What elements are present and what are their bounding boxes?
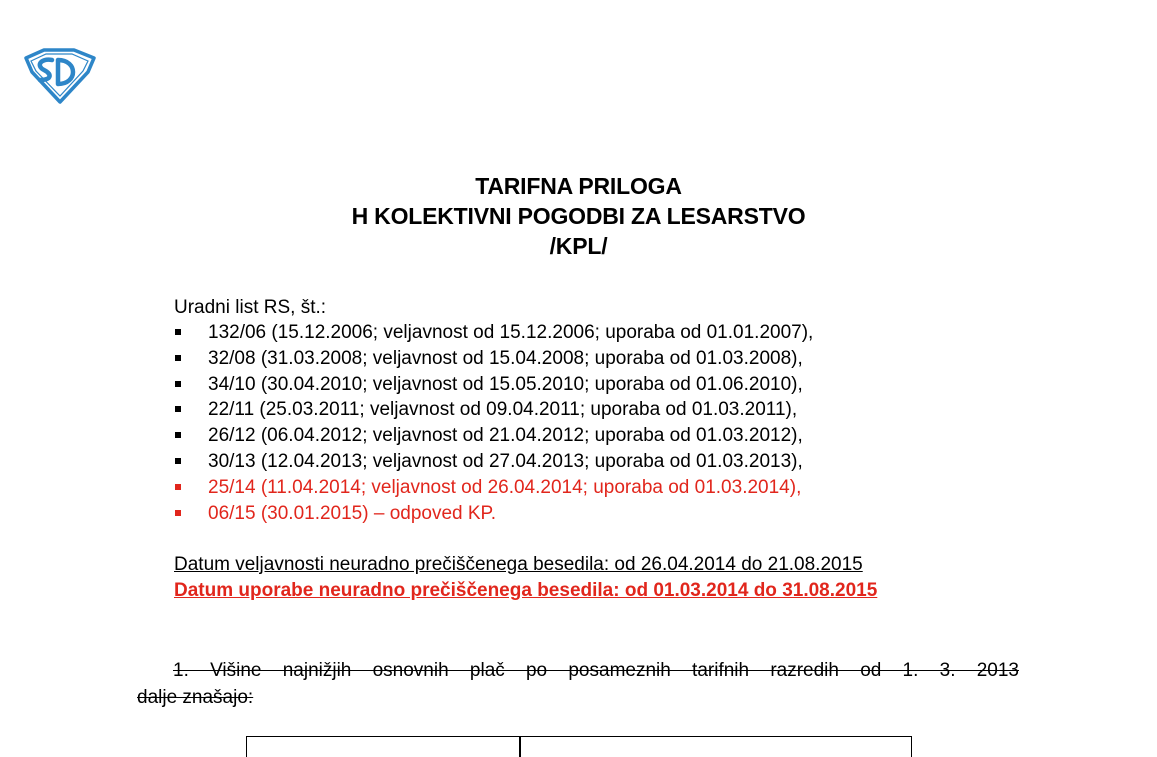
- bullet-square-icon: [175, 432, 181, 438]
- section-1-line-2: dalje znašajo:: [137, 687, 254, 708]
- tariff-table-top: [246, 736, 912, 757]
- list-item-highlight: 06/15 (30.01.2015) – odpoved KP.: [174, 501, 813, 527]
- datum-veljavnosti: Datum veljavnosti neuradno prečiščenega besedila: od 26.04.2014 do 21.08.2015: [174, 554, 863, 575]
- datum-uporabe: Datum uporabe neuradno prečiščenega besedila: od 01.03.2014 do 31.08.2015: [174, 580, 878, 601]
- document-title: [0, 171, 1157, 261]
- bullet-square-icon: [175, 406, 181, 412]
- uradni-list-items: [174, 320, 813, 526]
- uradni-list-label: Uradni list RS, št.:: [174, 297, 327, 318]
- list-item: 34/10 (30.04.2010; veljavnost od 15.05.2010; uporaba od 01.06.2010),: [174, 372, 813, 398]
- list-item: 26/12 (06.04.2012; veljavnost od 21.04.2012; uporaba od 01.03.2012),: [174, 423, 813, 449]
- list-item-highlight: 25/14 (11.04.2014; veljavnost od 26.04.2014; uporaba od 01.03.2014),: [174, 475, 813, 501]
- bullet-square-icon: [175, 329, 181, 335]
- bullet-square-icon: [175, 458, 181, 464]
- title-line-3: /KPL/: [549, 233, 608, 259]
- bullet-square-icon: [175, 510, 181, 516]
- title-line-2: H KOLEKTIVNI POGODBI ZA LESARSTVO: [351, 203, 806, 229]
- list-item: 22/11 (25.03.2011; veljavnost od 09.04.2011; uporaba od 01.03.2011),: [174, 397, 813, 423]
- list-item: 132/06 (15.12.2006; veljavnost od 15.12.2006; uporaba od 01.01.2007),: [174, 320, 813, 346]
- title-line-1: TARIFNA PRILOGA: [475, 173, 682, 199]
- section-1-paragraph: [137, 657, 1019, 711]
- section-1-line-1: 1. Višine najnižjih osnovnih plač po posameznih tarifnih razredih od 1. 3. 2013: [173, 660, 1019, 681]
- sd-shield-logo: [22, 46, 96, 104]
- bullet-square-icon: [175, 355, 181, 361]
- bullet-square-icon: [175, 381, 181, 387]
- table-column-divider: [519, 737, 521, 757]
- bullet-square-icon: [175, 484, 181, 490]
- list-item: 30/13 (12.04.2013; veljavnost od 27.04.2013; uporaba od 01.03.2013),: [174, 449, 813, 475]
- list-item: 32/08 (31.03.2008; veljavnost od 15.04.2008; uporaba od 01.03.2008),: [174, 346, 813, 372]
